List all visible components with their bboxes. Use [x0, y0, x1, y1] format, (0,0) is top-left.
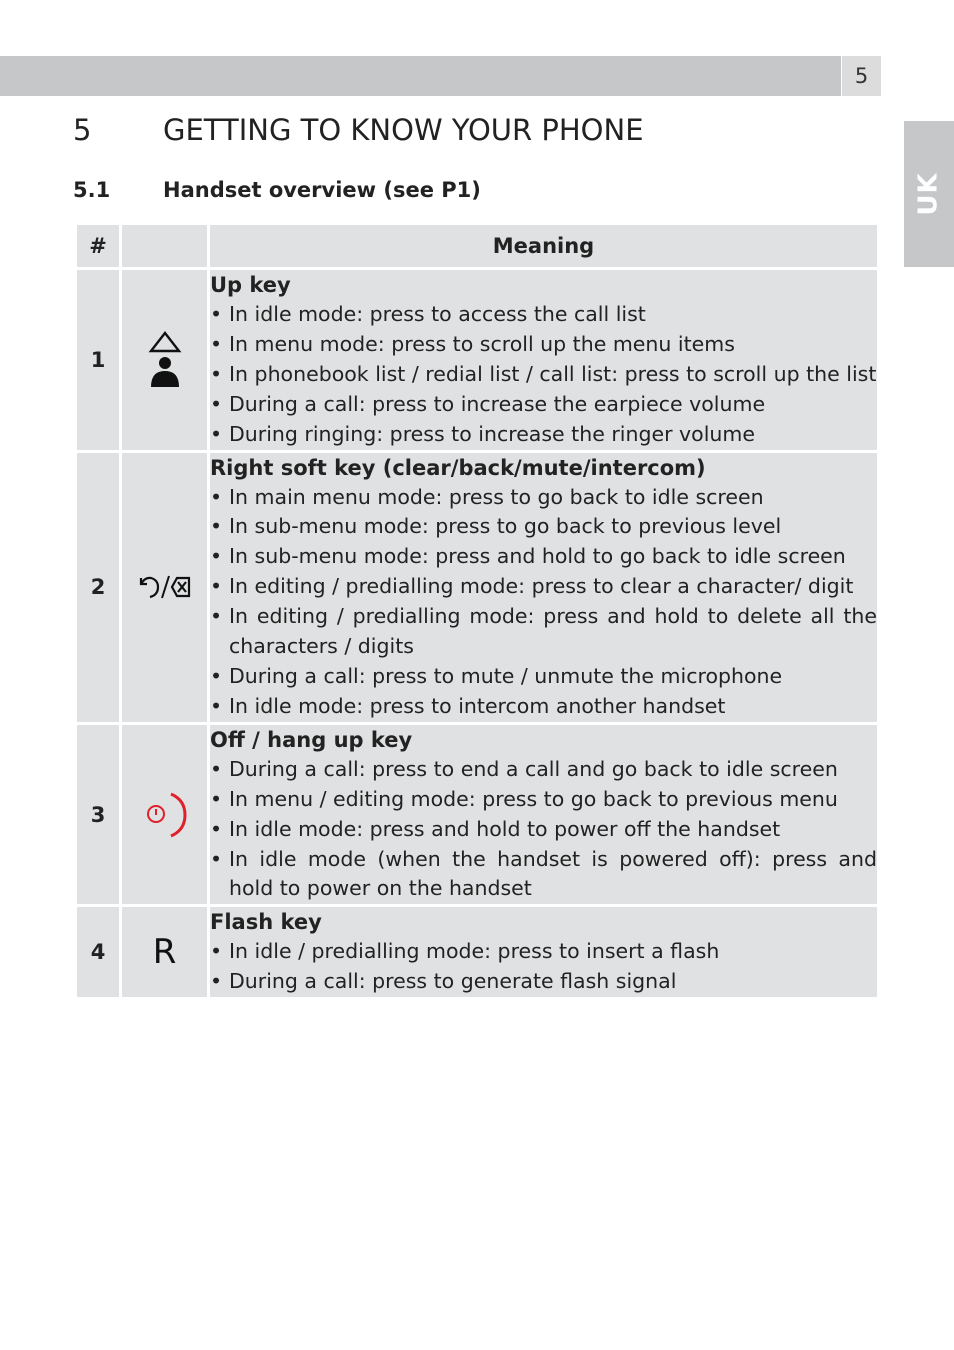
- up-key-icon: [148, 330, 182, 390]
- row-index: 3: [77, 725, 119, 905]
- list-item: • In sub-menu mode: press and hold to go back to idle screen: [210, 542, 877, 572]
- list-item: • During ringing: press to increase the ringer volume: [210, 420, 877, 450]
- page-number: 5: [842, 56, 881, 96]
- table-row: [77, 725, 877, 905]
- key-title: Flash key: [210, 910, 322, 935]
- table-row: [77, 907, 877, 997]
- table-row: [77, 453, 877, 722]
- handset-overview-table: [74, 222, 880, 1000]
- subsection-heading: [73, 178, 481, 202]
- section-heading: [73, 113, 644, 147]
- list-item: • In idle / predialling mode: press to insert a flash: [210, 937, 877, 967]
- section-title: GETTING TO KNOW YOUR PHONE: [163, 113, 644, 147]
- key-title: Off / hang up key: [210, 727, 413, 752]
- header-bar: [0, 56, 841, 96]
- table-row: [77, 270, 877, 450]
- header-icon: [122, 225, 207, 267]
- key-title: Right soft key (clear/back/mute/intercom): [210, 455, 706, 480]
- list-item: • In idle mode: press to access the call list: [210, 300, 877, 330]
- list-item: • In idle mode (when the handset is powered off): press and hold to power on the handset: [210, 845, 877, 905]
- back-clear-icon: [137, 573, 193, 601]
- hang-up-icon: [141, 790, 189, 840]
- list-item: • In editing / predialling mode: press to clear a character/ digit: [210, 572, 877, 602]
- list-item: • In menu mode: press to scroll up the menu items: [210, 330, 877, 360]
- list-item: • In idle mode: press and hold to power off the handset: [210, 815, 877, 845]
- section-number: 5: [73, 113, 92, 147]
- row-index: 4: [77, 907, 119, 997]
- table-header-row: [77, 225, 877, 267]
- list-item: • In editing / predialling mode: press and hold to delete all the characters / digits: [210, 602, 877, 662]
- list-item: • In idle mode: press to intercom another handset: [210, 692, 877, 722]
- language-tab-label: UK: [913, 172, 944, 216]
- list-item: • During a call: press to generate flash signal: [210, 967, 877, 997]
- list-item: • In sub-menu mode: press to go back to previous level: [210, 512, 877, 542]
- flash-key-icon: R: [152, 932, 177, 973]
- list-item: • In menu / editing mode: press to go back to previous menu: [210, 785, 877, 815]
- list-item: • During a call: press to increase the earpiece volume: [210, 390, 877, 420]
- header-index: #: [77, 225, 119, 267]
- list-item: • In main menu mode: press to go back to idle screen: [210, 483, 877, 513]
- list-item: • In phonebook list / redial list / call list: press to scroll up the list: [210, 360, 877, 390]
- key-title: Up key: [210, 273, 291, 297]
- row-index: 2: [77, 453, 119, 722]
- subsection-title: Handset overview (see P1): [163, 178, 481, 202]
- subsection-number: 5.1: [73, 178, 111, 202]
- list-item: • During a call: press to mute / unmute the microphone: [210, 662, 877, 692]
- row-index: 1: [77, 270, 119, 450]
- header-meaning: Meaning: [210, 225, 877, 267]
- language-tab: [904, 121, 954, 267]
- list-item: • During a call: press to end a call and go back to idle screen: [210, 755, 877, 785]
